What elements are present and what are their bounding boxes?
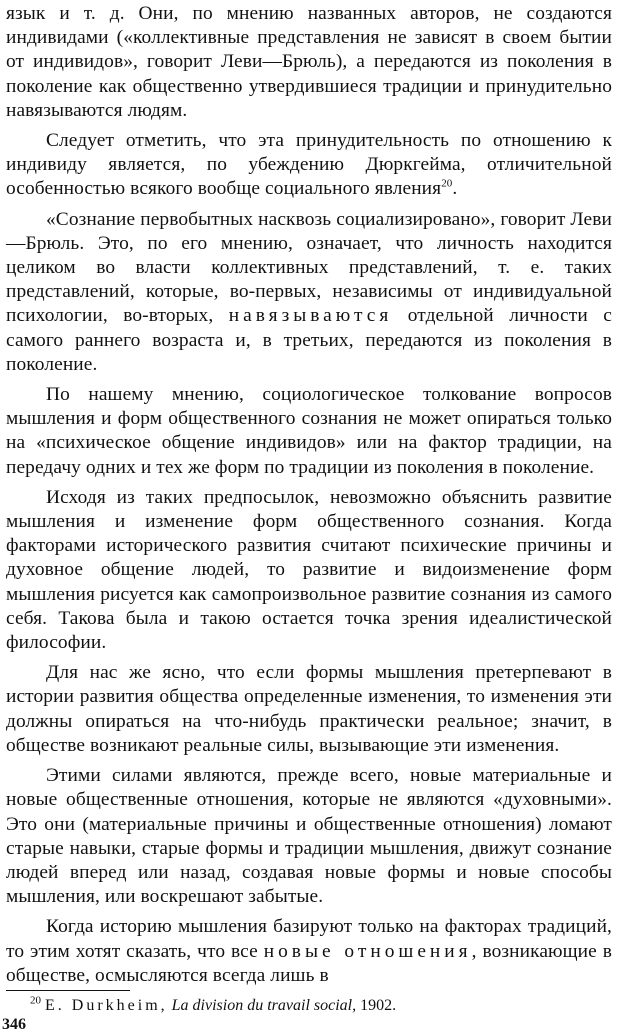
paragraph: Когда историю мышления базируют только на факторах традиций, то этим хотят сказать, что все новые отношения, возникающие в обществе, осмысляются всегда лишь в [6, 916, 612, 986]
footnote [30, 996, 590, 1016]
paragraph: Этими силами являются, прежде всего, новые материальные и новые общественные отношения, которые не являются «духовными». Это они (материальные причины и общественные отношения) ломают старые навыки, старые формы и традиции мышления, движут сознание людей вперед или назад, создавая новые формы и новые способы мышления, или воскрешают забытые. [6, 765, 612, 908]
paragraph: язык и т. д. Они, по мнению названных авторов, не создаются индивидами («коллективные представления не зависят в своем бытии от индивидов», говорит Леви—Брюль), а передаются из поколения в поколение как общественно утвердившиеся традиции и принудительно навязываются людям. [6, 3, 612, 121]
footnote-number: 20 [30, 994, 41, 1007]
emphasized-text: новые отношения [263, 940, 472, 962]
paragraph: Исходя из таких предпосылок, невозможно объяснить развитие мышления и изменение форм общественного сознания. Когда факторами исторического развития считают психические причины и духовное общение людей, то развитие и видоизменение форм мышления рисуется как самопроизвольное развитие сознания из самого себя. Такова была и такою остается точка зрения идеалистической философии. [6, 486, 612, 654]
footnote-ref: 20 [441, 177, 453, 190]
page-number: 346 [2, 1016, 26, 1033]
footnote-title: La division du travail social, [171, 997, 357, 1014]
footnote-author: E. Durkheim, [45, 997, 168, 1014]
paragraph: Для нас же ясно, что если формы мышления претерпевают в истории развития общества определенные изменения, то изменения эти должны опираться на что-нибудь практически реальное; значит, в обществе возникают реальные силы, вызывающие эти изменения. [6, 662, 612, 756]
footnote-divider [6, 990, 130, 991]
footnote-year: 1902. [360, 997, 397, 1014]
paragraph: «Сознание первобытных насквозь социализировано», говорит Леви—Брюль. Это, по его мнению, означает, что личность находится целиком во власти коллективных представлений, т. е. таких представлений, которые, во-первых, независимы от индивидуальной психологии, во-вторых, навязываются отдельной личности с самого раннего возраста и, в третьих, передаются из поколения в поколение. [6, 208, 613, 375]
emphasized-text: навязываются [228, 305, 393, 327]
paragraph: Следует отметить, что эта принудительность по отношению к индивиду является, по убеждению Дюркгейма, отличительной особенностью всякого вообще социального явления$^{20}$. [6, 130, 612, 200]
paragraph: По нашему мнению, социологическое толкование вопросов мышления и форм общественного сознания не может опираться только на «психическое общение индивидов» или на фактор традиции, на передачу одних и тех же форм по традиции из поколения в поколение. [6, 384, 612, 478]
body-text [6, 2, 612, 994]
